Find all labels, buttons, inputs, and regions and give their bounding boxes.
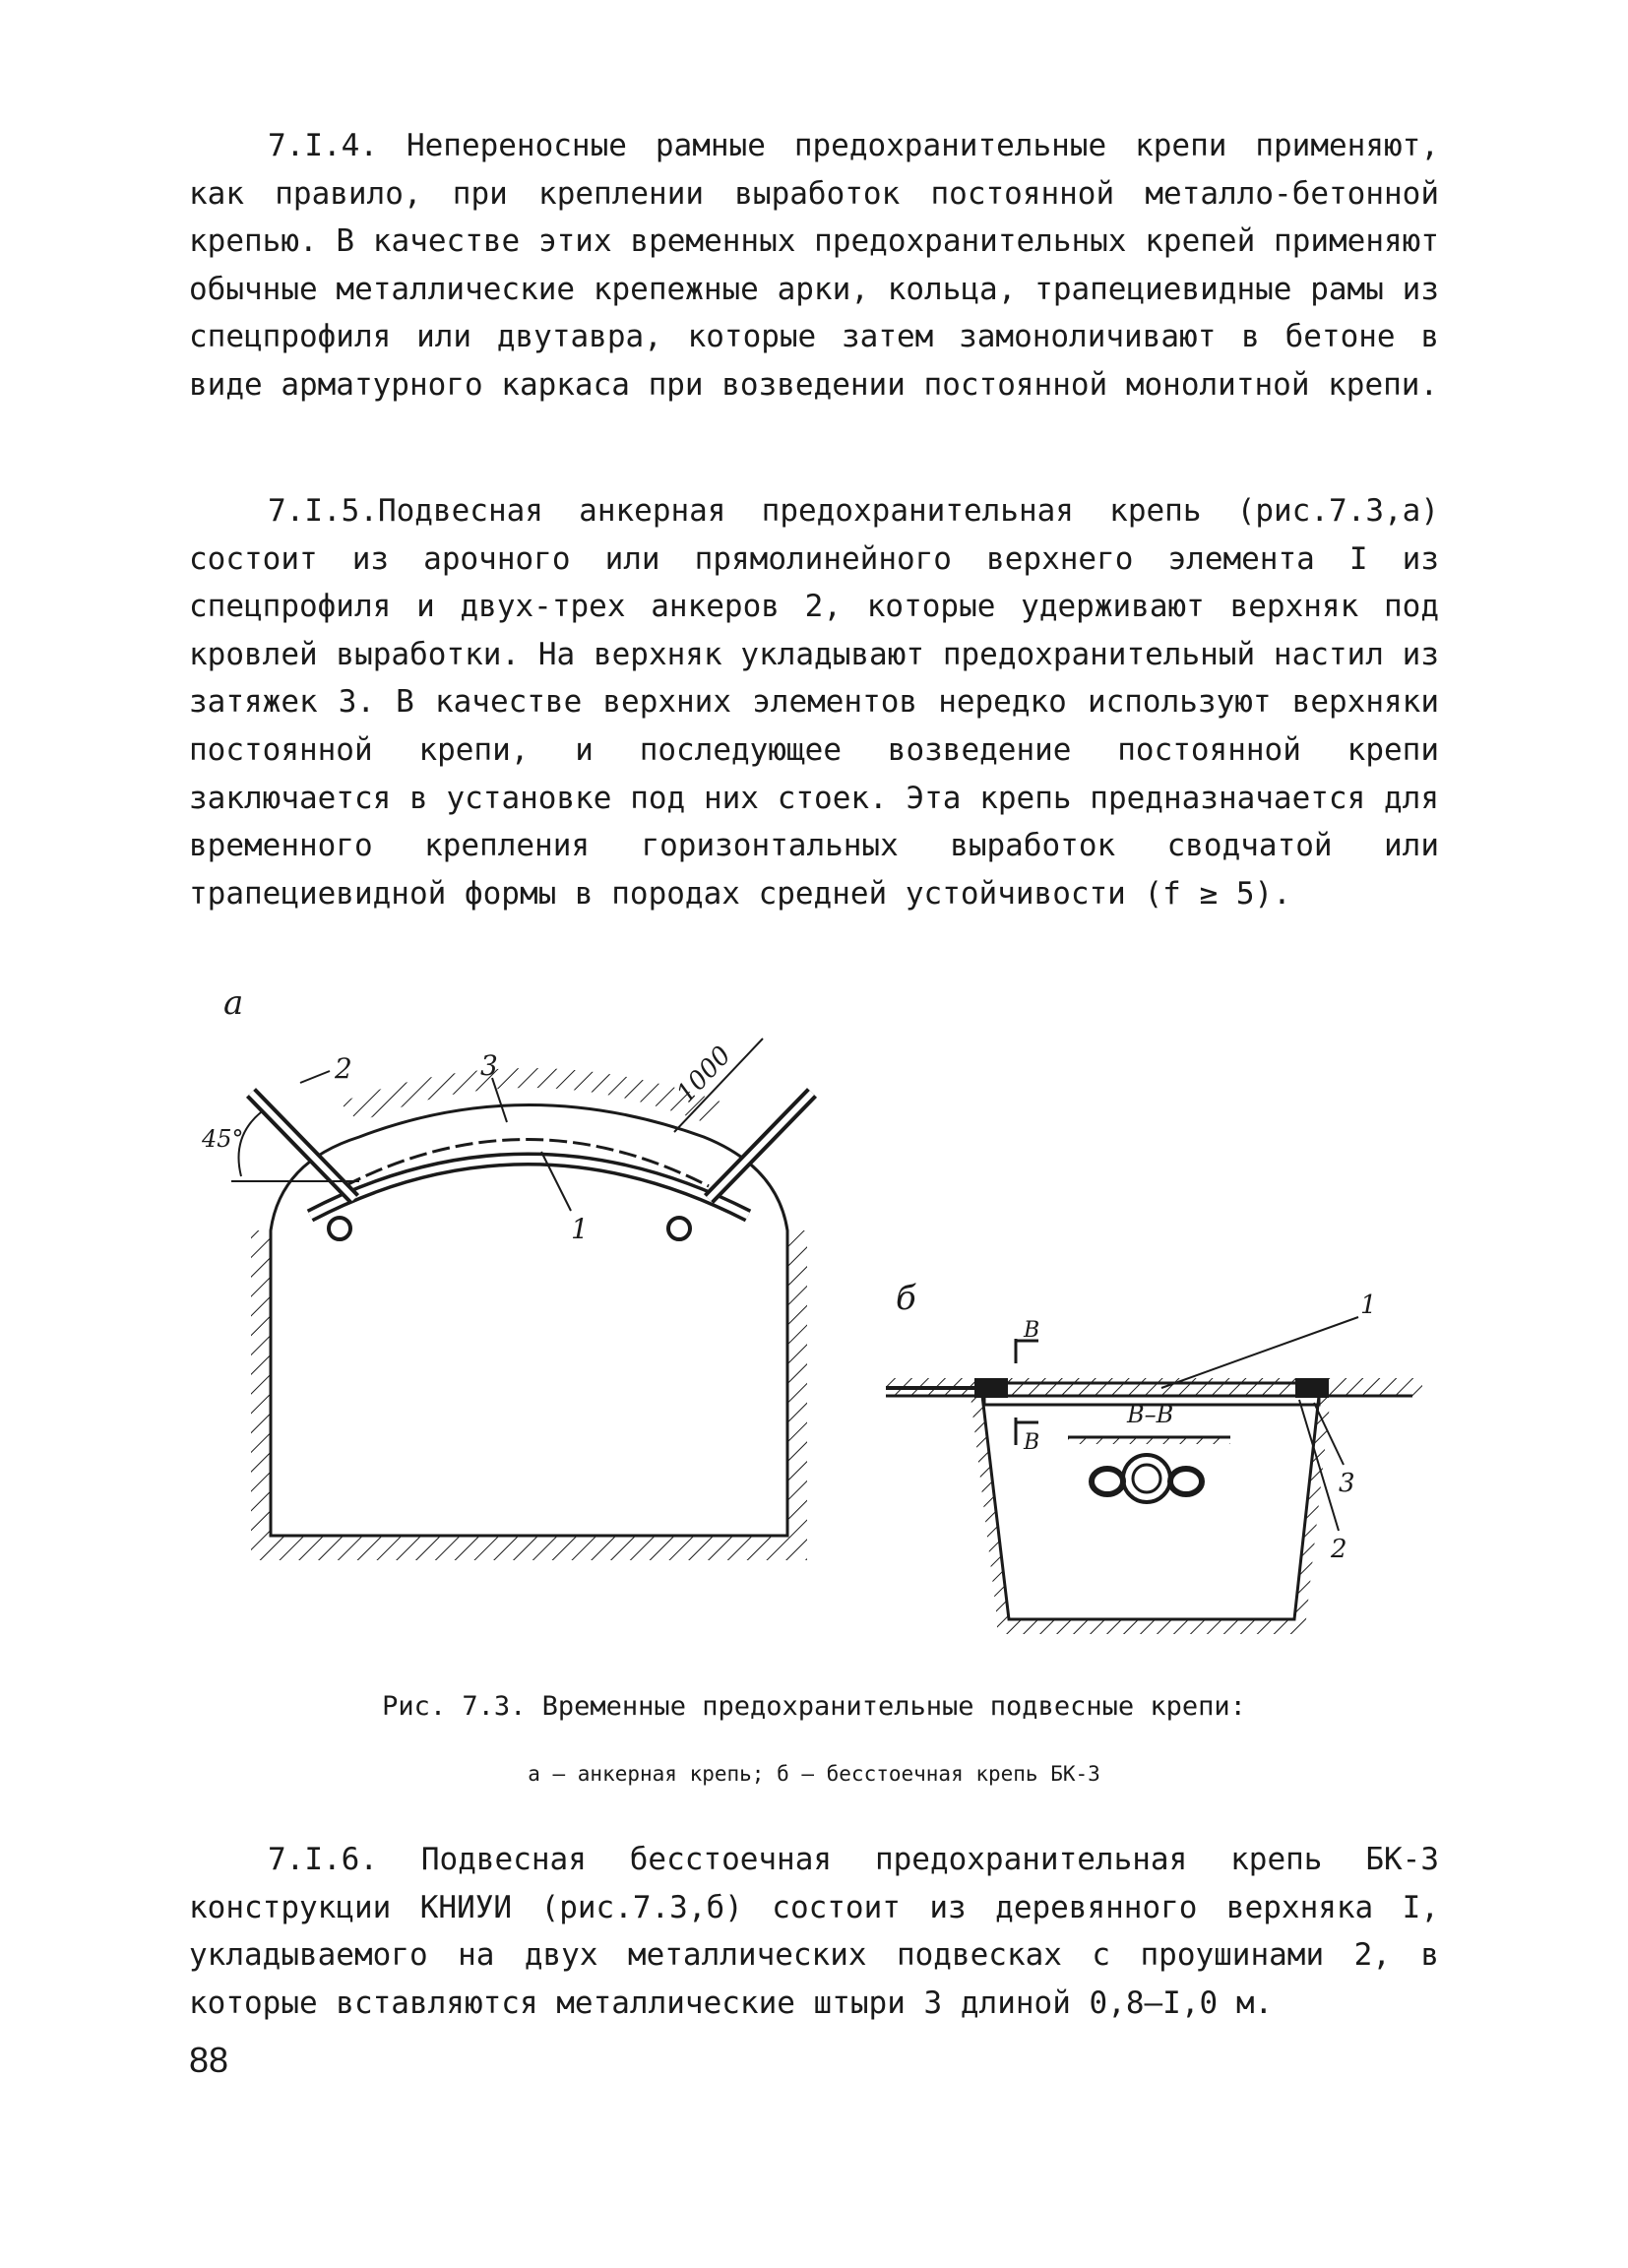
figure-a-anchor-support [202, 983, 842, 1605]
paragraph-text: 7.I.6. Подвесная бесстоечная предохранительная крепь БК-3 конструкции КНИУИ (рис.7.3,б) состоит из деревянного верхняка I, укладываемого на двух металлических подвесках с проушинами 2, в которые вставляются металлические штыри 3 длиной 0,8–I,0 м. [189, 1842, 1439, 2021]
page-number: 88 [189, 2040, 229, 2080]
figure-b-section-mark-bottom: В [1024, 1430, 1040, 1455]
paragraph-text: 7.I.4. Непереносные рамные предохранительные крепи применяют, как правило, при креплении выработок постоянной металло-бетонной крепью. В качестве этих временных предохранительных крепей применяют обычные металлические крепежные арки, кольца, трапециевидные рамы из спецпрофиля или двутавра, которые затем замоноличивают в бетоне в виде арматурного каркаса при возведении постоянной монолитной крепи. [189, 128, 1439, 403]
figure-a-label-3: 3 [480, 1049, 498, 1082]
figure-a-dimension: 1000 [670, 1040, 737, 1109]
figure-caption-legend: а – анкерная крепь; б – бесстоечная крепь БК-3 [528, 1762, 1100, 1786]
figure-b-label-1: 1 [1360, 1291, 1377, 1320]
figure-b-letter: б [896, 1279, 916, 1318]
figure-caption-title: Рис. 7.3. Временные предохранительные подвесные крепи: [382, 1691, 1246, 1722]
figure-b-section-title: В–В [1127, 1401, 1174, 1428]
figure-b-bk3-support [876, 1280, 1427, 1644]
figure-a-letter: а [223, 983, 244, 1023]
figure-a-angle: 45° [202, 1125, 244, 1153]
figure-b-label-3: 3 [1339, 1469, 1355, 1498]
figure-a-label-2: 2 [335, 1052, 352, 1085]
figure-a-label-1: 1 [571, 1213, 589, 1245]
paragraph-7-1-4 [189, 122, 1439, 410]
paragraph-7-1-5 [189, 487, 1439, 917]
figure-b-label-2: 2 [1331, 1535, 1347, 1564]
figure-b-section-mark-top: В [1024, 1318, 1040, 1343]
paragraph-7-1-6 [189, 1836, 1439, 2027]
paragraph-text: 7.I.5.Подвесная анкерная предохранительная крепь (рис.7.3,а) состоит из арочного или прямолинейного верхнего элемента I из спецпрофиля и двух-трех анкеров 2, которые удерживают верхняк под кровлей выработки. На верхняк укладывают предохранительный настил из затяжек 3. В качестве верхних элементов нередко используют верхняки постоянной крепи, и последующее возведение постоянной крепи заключается в установке под них стоек. Эта крепь предназначается для временного крепления горизонтальных выработок сводчатой или трапециевидной формы в породах средней устойчивости (f ≥ 5). [189, 493, 1439, 912]
